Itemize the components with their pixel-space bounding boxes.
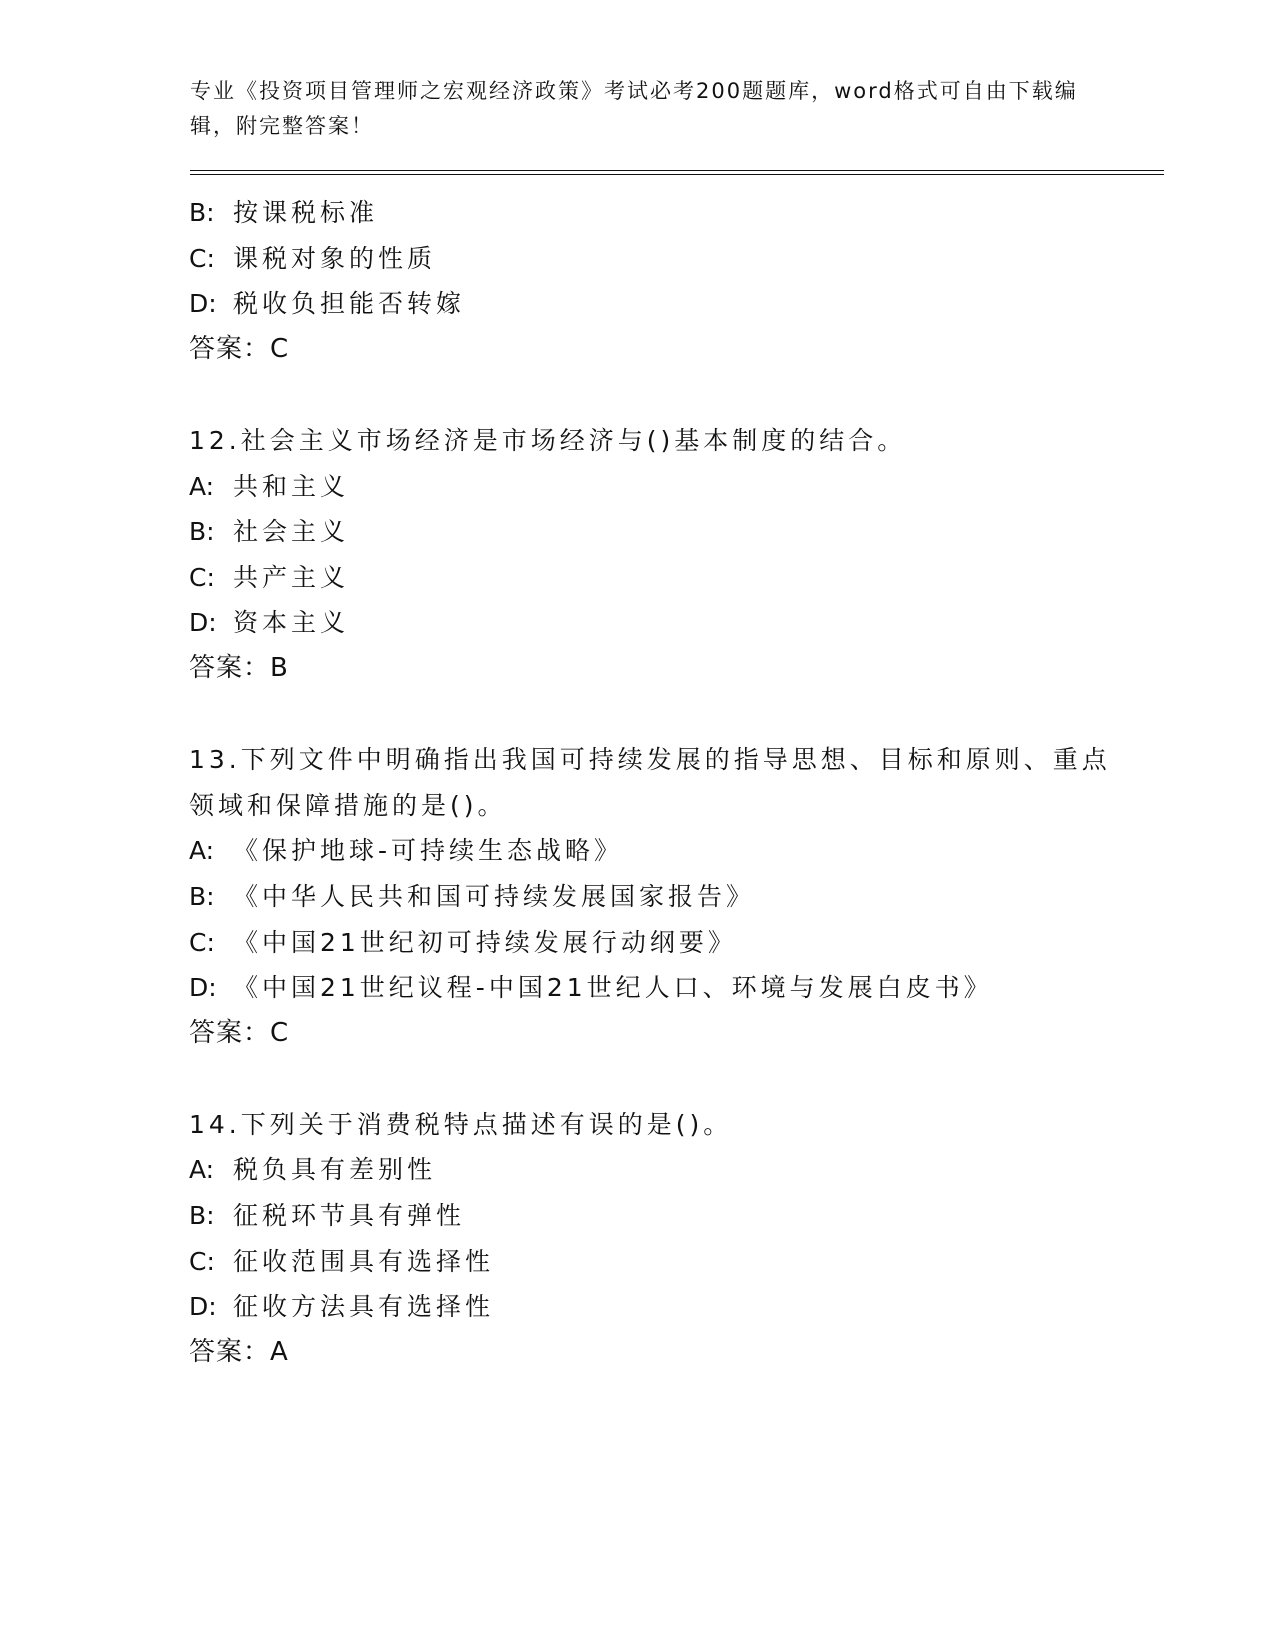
answer-line: 答案：B xyxy=(189,652,289,683)
option-label: B: xyxy=(189,1201,215,1231)
option-c xyxy=(189,920,1129,966)
option-label: C: xyxy=(189,562,215,592)
answer-line: 答案：C xyxy=(189,1017,290,1048)
option-text: 征收范围具有选择性 xyxy=(233,1246,495,1276)
option-d xyxy=(189,600,1129,646)
option-label: C: xyxy=(189,1246,215,1276)
option-a xyxy=(189,828,1129,874)
option-text: 税负具有差别性 xyxy=(233,1155,437,1185)
option-d xyxy=(189,1284,1129,1330)
option-label: B: xyxy=(189,881,215,911)
document-header xyxy=(190,74,1090,144)
option-b xyxy=(189,509,1129,555)
option-d xyxy=(189,965,1129,1011)
answer-line: 答案：A xyxy=(189,1336,289,1367)
option-a xyxy=(189,464,1129,510)
option-text: 共产主义 xyxy=(233,562,350,592)
question-stem: 13.下列文件中明确指出我国可持续发展的指导思想、目标和原则、重点领域和保障措施的是()。 xyxy=(189,745,1111,820)
option-b xyxy=(189,1193,1129,1239)
option-text: 《中国21世纪议程-中国21世纪人口、环境与发展白皮书》 xyxy=(233,973,993,1003)
option-text: 税收负担能否转嫁 xyxy=(233,289,466,319)
option-label: B: xyxy=(189,517,215,547)
question-11-tail xyxy=(189,190,1129,372)
option-text: 《中国21世纪初可持续发展行动纲要》 xyxy=(233,927,737,957)
option-label: C: xyxy=(189,927,215,957)
option-label: A: xyxy=(189,836,215,866)
option-text: 社会主义 xyxy=(233,517,350,547)
option-text: 《保护地球-可持续生态战略》 xyxy=(233,836,624,866)
spacer xyxy=(189,372,1129,418)
option-c xyxy=(189,1239,1129,1285)
option-label: D: xyxy=(189,973,217,1003)
option-label: B: xyxy=(189,198,215,227)
question-13 xyxy=(189,737,1129,1056)
question-12 xyxy=(189,418,1129,692)
option-label: D: xyxy=(189,289,217,319)
option-d xyxy=(189,281,1129,327)
option-label: D: xyxy=(189,608,217,638)
option-label: A: xyxy=(189,1155,215,1185)
option-b xyxy=(189,190,1129,236)
option-label: D: xyxy=(189,1292,217,1322)
answer-line: 答案：C xyxy=(189,333,290,364)
option-text: 共和主义 xyxy=(233,471,350,501)
option-a xyxy=(189,1147,1129,1193)
option-b xyxy=(189,874,1129,920)
spacer xyxy=(189,692,1129,738)
option-text: 征收方法具有选择性 xyxy=(233,1292,495,1322)
question-stem: 12.社会主义市场经济是市场经济与()基本制度的结合。 xyxy=(189,425,907,455)
question-list xyxy=(189,190,1129,1375)
question-stem: 14.下列关于消费税特点描述有误的是()。 xyxy=(189,1109,733,1139)
spacer xyxy=(189,1056,1129,1102)
option-text: 资本主义 xyxy=(233,608,350,638)
option-label: C: xyxy=(189,243,215,273)
option-c xyxy=(189,236,1129,282)
option-c xyxy=(189,555,1129,601)
question-14 xyxy=(189,1102,1129,1376)
header-intro-text: 专业《投资项目管理师之宏观经济政策》考试必考200题题库，word格式可自由下载编辑，附完整答案！ xyxy=(190,79,1078,138)
option-text: 《中华人民共和国可持续发展国家报告》 xyxy=(233,881,756,911)
option-text: 按课税标准 xyxy=(233,198,379,227)
option-text: 征税环节具有弹性 xyxy=(233,1201,466,1231)
header-divider-top xyxy=(190,170,1164,171)
header-divider-bottom xyxy=(190,174,1164,175)
option-text: 课税对象的性质 xyxy=(233,243,437,273)
option-label: A: xyxy=(189,471,215,501)
